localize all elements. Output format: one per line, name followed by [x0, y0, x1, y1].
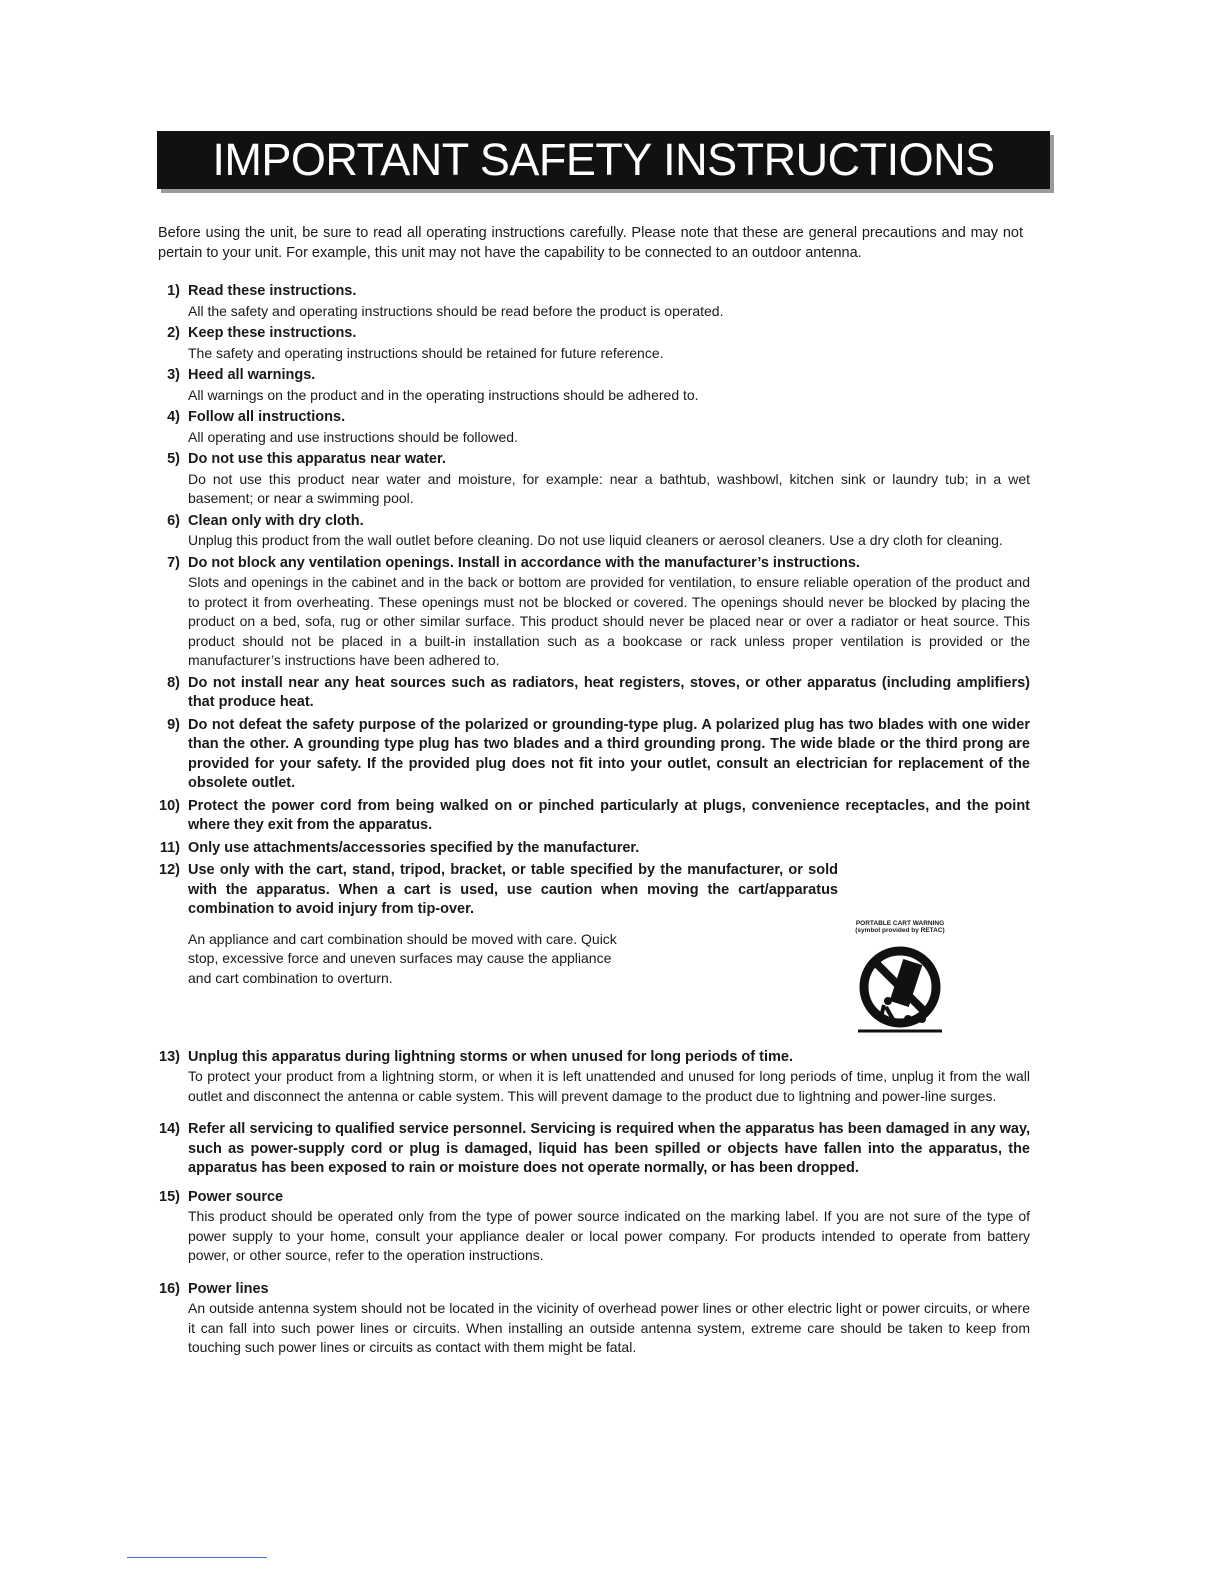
item-number: 13) [159, 1048, 180, 1065]
cart-tip-over-warning-icon [850, 939, 950, 1039]
list-item-9 [150, 716, 1030, 794]
item-heading: Do not install near any heat sources such as radiators, heat registers, stoves, or other apparatus (including amplifiers) that produce heat. [188, 674, 1030, 710]
item-heading: Heed all warnings. [188, 367, 316, 383]
item-number: 9) [167, 716, 180, 733]
item-body: An outside antenna system should not be located in the vicinity of overhead power lines or other electric light or power circuits, or where it can fall into such power lines or circuits. When installing an outside antenna system, extreme care should be taken to keep from touching such power lines or circuits as contact with them might be fatal. [188, 1300, 1030, 1355]
item-number: 12) [159, 862, 180, 878]
item-number: 15) [159, 1188, 180, 1205]
item-heading: Use only with the cart, stand, tripod, bracket, or table specified by the manufacturer, or sold with the apparatus. When a cart is used, use caution when moving the cart/apparatus combination to avoid injury from tip-over. [188, 862, 838, 917]
item-body: Do not use this product near water and moisture, for example: near a bathtub, washbowl, kitchen sink or laundry tub; in a wet basement; or near a swimming pool. [188, 470, 1030, 506]
item-number: 10) [159, 797, 180, 814]
item-heading: Unplug this apparatus during lightning storms or when unused for long periods of time. [188, 1048, 793, 1065]
list-item-4 [150, 408, 1030, 447]
item-number: 1) [167, 283, 180, 299]
item-body: The safety and operating instructions should be retained for future reference. [188, 344, 664, 361]
item-heading: Protect the power cord from being walked on or pinched particularly at plugs, convenience receptacles, and the point where they exit from the apparatus. [188, 797, 1030, 833]
item-heading: Do not block any ventilation openings. Install in accordance with the manufacturer’s instructions. [188, 554, 860, 571]
item-body: Slots and openings in the cabinet and in the back or bottom are provided for ventilation, to ensure reliable operation of the product and to protect it from overheating. These openings must not be blocked or covered. The openings should never be blocked by placing the product on a bed, sofa, rug or other similar surface. This product should never be placed near or over a radiator or heat source. This product should not be placed in a built-in installation such as a bookcase or rack unless proper ventilation is provided or the manufacturer’s instructions have been adhered to. [188, 574, 1030, 668]
item-number: 3) [167, 367, 180, 383]
list-item-10 [150, 797, 1030, 836]
item-heading: Do not defeat the safety purpose of the polarized or grounding-type plug. A polarized plug has two blades with one wider than the other. A grounding type plug has two blades and a third grounding prong. The wide blade or the third prong are provided for your safety. If the provided plug does not fit into your outlet, consult an electrician for replacement of the obsolete outlet. [188, 716, 1030, 791]
list-item-8 [150, 674, 1030, 713]
list-item-11 [150, 839, 1030, 859]
item-heading: Read these instructions. [188, 283, 357, 299]
item-number: 11) [159, 839, 180, 856]
list-item-1 [150, 282, 1030, 321]
item-heading: Do not use this apparatus near water. [188, 451, 446, 467]
item-heading: Refer all servicing to qualified service personnel. Servicing is required when the apparatus has been damaged in any way, such as power-supply cord or plug is damaged, liquid has been spilled or objects have fallen into the apparatus, the apparatus has been exposed to rain or moisture does not operate normally, or has been dropped. [188, 1121, 1030, 1176]
footer-divider [127, 1557, 267, 1558]
item-number: 16) [159, 1280, 180, 1297]
item-heading: Clean only with dry cloth. [188, 512, 364, 529]
list-item-16 [150, 1280, 1030, 1358]
item-body: All operating and use instructions should be followed. [188, 428, 518, 445]
item-heading: Only use attachments/accessories specified by the manufacturer. [188, 839, 640, 856]
item-number: 8) [167, 674, 180, 691]
item-number: 4) [167, 409, 180, 425]
item-body: This product should be operated only from the type of power source indicated on the marking label. If you are not sure of the type of power supply to your home, consult your appliance dealer or local power company. For products intended to operate from battery power, or other source, refer to the operation instructions. [188, 1208, 1030, 1263]
item-body: All the safety and operating instructions should be read before the product is operated. [188, 302, 724, 319]
item-heading: Power source [188, 1188, 284, 1205]
list-item-5 [150, 450, 1030, 509]
cart-warning-figure [840, 920, 960, 1039]
safety-instructions-list [150, 282, 1030, 1361]
list-item-6 [150, 512, 1030, 551]
list-item-7 [150, 554, 1030, 671]
item-body: To protect your product from a lightning storm, or when it is left unattended and unused for long periods of time, unplug it from the wall outlet and disconnect the antenna or cable system. This will prevent damage to the product due to lightning and power-line surges. [188, 1068, 1030, 1104]
item-heading: Power lines [188, 1280, 269, 1297]
cart-warning-row [188, 919, 1030, 1039]
cart-warning-caption-source: (symbol provided by RETAC) [855, 927, 945, 934]
item-heading: Keep these instructions. [188, 325, 357, 341]
cart-warning-caption: PORTABLE CART WARNING [855, 919, 945, 927]
list-item-14 [150, 1120, 1030, 1179]
item-number: 7) [167, 554, 180, 571]
item-body: Unplug this product from the wall outlet before cleaning. Do not use liquid cleaners or aerosol cleaners. Use a dry cloth for cleaning. [188, 532, 1003, 548]
list-item-3 [150, 366, 1030, 405]
item-number: 6) [167, 512, 180, 529]
item-body: All warnings on the product and in the operating instructions should be adhered to. [188, 386, 699, 403]
item-number: 2) [167, 325, 180, 341]
list-item-12 [150, 861, 1030, 1039]
list-item-2 [150, 324, 1030, 363]
intro-paragraph: Before using the unit, be sure to read all operating instructions carefully. Please note that these are general precautions and may not pertain to your unit. For example, this unit may not have the capability to be connected to an outdoor antenna. [158, 225, 1023, 261]
list-item-15 [150, 1188, 1030, 1266]
item-heading: Follow all instructions. [188, 409, 346, 425]
page-title: IMPORTANT SAFETY INSTRUCTIONS [157, 131, 1050, 189]
item-number: 14) [159, 1121, 180, 1137]
list-item-13 [150, 1048, 1030, 1107]
item-body: An appliance and cart combination should be moved with care. Quick stop, excessive force and uneven surfaces may cause the appliance and cart combination to overturn. [188, 930, 617, 986]
item-number: 5) [167, 451, 180, 467]
